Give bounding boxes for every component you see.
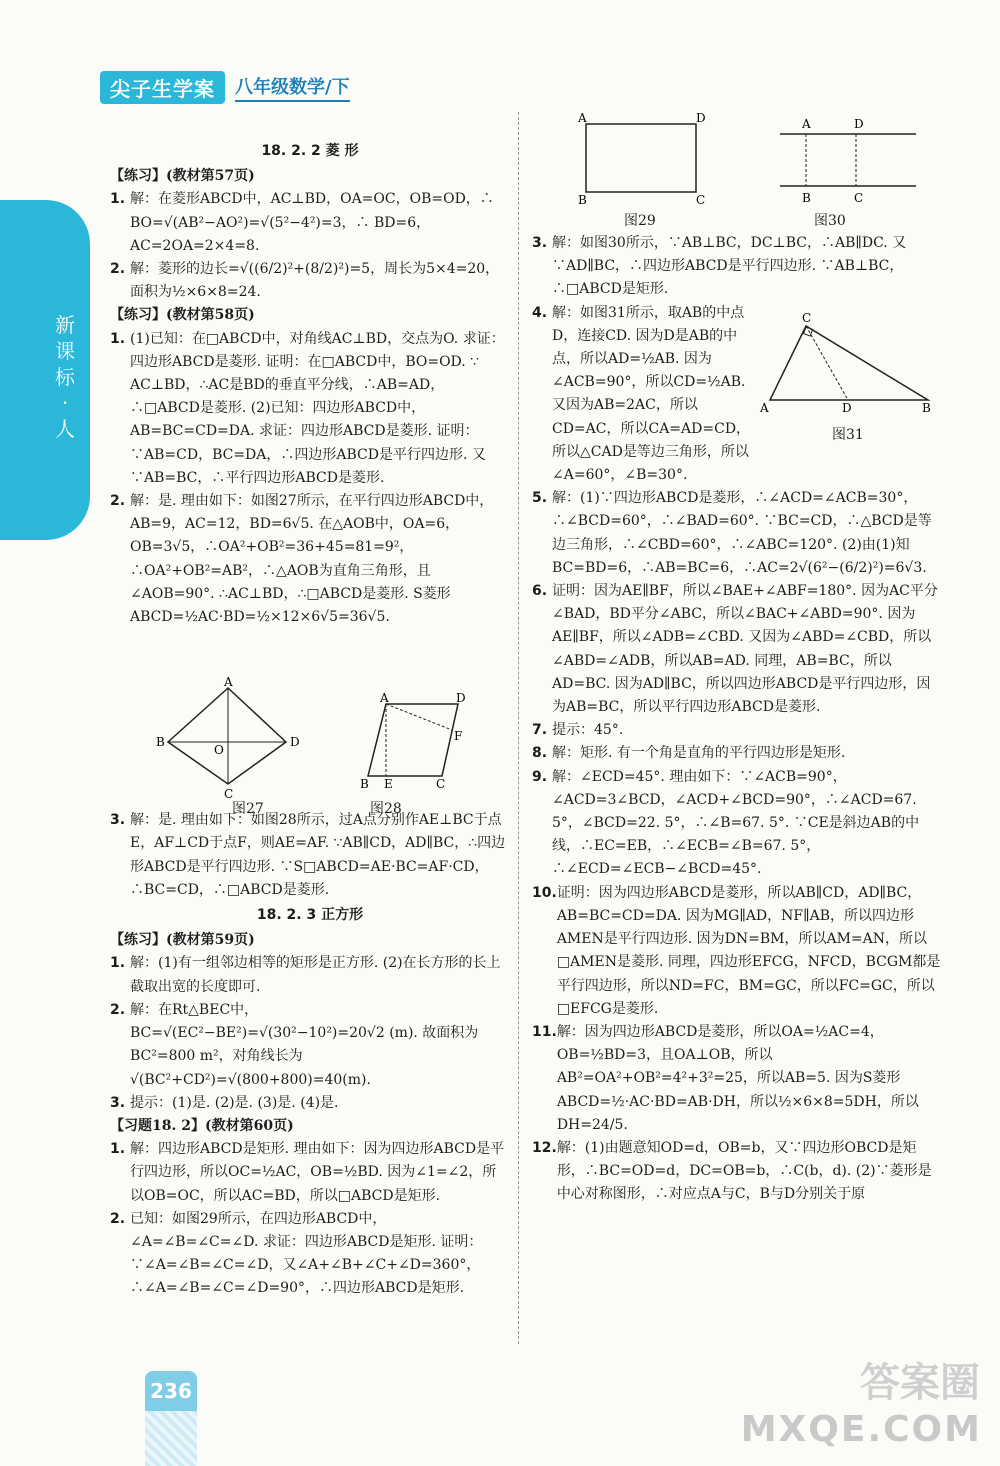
- svg-text:C: C: [802, 311, 812, 325]
- figure-27-rhombus: [150, 675, 310, 801]
- exercise-heading-57: 【练习】(教材第57页): [110, 168, 255, 185]
- svg-text:A: A: [802, 117, 811, 131]
- answer-item: 9. 解：∠ECD=45°. 理由如下：∵∠ACB=90°，∠ACD=3∠BCD，∠ACD+∠BCD=90°，∴∠ACD=67. 5°，∠BCD=22. 5°，∴∠B=67. 5°. ∵CE是斜边AB的中线，∴EC=EB，∴∠ECB=∠B=67. 5°，∴∠ECD=∠ECB−∠BCD=45°.: [532, 768, 920, 878]
- svg-text:D: D: [696, 111, 706, 125]
- figure-30-parallel-lines: [776, 112, 922, 208]
- exercise-heading-60: 【习题18. 2】(教材第60页): [110, 1117, 294, 1134]
- answer-item: 3. 解：是. 理由如下：如图28所示，过A点分别作AE⊥BC于点E，AF⊥CD于点F，则AE=AF. ∵AB∥CD，AD∥BC，∴四边形ABCD是平行四边形. ∵S□ABCD=AE·BC=AF·CD，∴BC=CD，∴□ABCD是菱形.: [110, 812, 506, 898]
- svg-text:B: B: [802, 191, 811, 205]
- section-title-1823: 18. 2. 3 正方形: [256, 907, 364, 924]
- answer-item: 1. 解：(1)有一组邻边相等的矩形是正方形. (2)在长方形的长上截取出宽的长度即可.: [110, 955, 501, 995]
- svg-text:B: B: [578, 193, 587, 207]
- page-header: [100, 72, 350, 102]
- grade-label: 八年级数学/下: [235, 73, 350, 102]
- figure-29-rectangle: [574, 108, 714, 208]
- svg-text:C: C: [224, 787, 234, 801]
- svg-text:D: D: [854, 117, 864, 131]
- figure-27-caption: 图27: [232, 801, 264, 817]
- side-tab-label: 新课标·人: [55, 313, 75, 441]
- answer-item: 12. 解：(1)由题意知OD=d，OB=b，又∵四边形OBCD是矩形，∴BC=OD=d，DC=OB=b，∴C(b，d). (2)∵菱形是中心对称图形，∴对应点A与C，B与D分别关于原: [532, 1139, 932, 1203]
- answer-item: 1. 解：四边形ABCD是矩形. 理由如下：因为四边形ABCD是平行四边形，所以OC=½AC，OB=½BD. 因为∠1=∠2，所以OB=OC，所以AC=BD，所以□ABCD是矩形.: [110, 1141, 505, 1204]
- svg-text:O: O: [214, 743, 224, 757]
- page-number-decoration: [145, 1411, 197, 1466]
- svg-text:B: B: [360, 777, 369, 791]
- section-title-1822: 18. 2. 2 菱 形: [261, 143, 359, 159]
- svg-text:B: B: [922, 401, 931, 415]
- svg-text:A: A: [578, 111, 587, 125]
- exercise-heading-58: 【练习】(教材第58页): [110, 307, 255, 324]
- brand-label: 尖子生学案: [100, 71, 225, 104]
- svg-text:E: E: [384, 777, 393, 791]
- figure-31-caption: 图31: [832, 427, 864, 443]
- exercise-heading-59: 【练习】(教材第59页): [110, 932, 255, 949]
- answer-item: 7. 提示：45°.: [532, 722, 624, 739]
- svg-text:B: B: [156, 735, 165, 749]
- svg-text:C: C: [696, 193, 706, 207]
- column-divider: [518, 112, 519, 1344]
- answer-item: 1. 解：在菱形ABCD中，AC⊥BD，OA=OC，OB=OD，∴ BO=√(AB²−AO²)=√(5²−4²)=3，∴ BD=6，AC=2OA=2×4=8.: [110, 191, 494, 254]
- figure-29-caption: 图29: [624, 213, 656, 229]
- figure-28-caption: 图28: [370, 801, 402, 817]
- svg-text:C: C: [854, 191, 864, 205]
- right-column: [532, 232, 942, 1207]
- watermark-logo: 答案圈: [860, 1360, 980, 1406]
- answer-item: 10. 证明：因为四边形ABCD是菱形，所以AB∥CD，AD∥BC，AB=BC=CD=DA. 因为MG∥AD，NF∥AB，所以四边形AMEN是平行四边形. 因为DN=BM，所以AM=AN，所以□AMEN是菱形. 同理，四边形EFCG，NFCD，BCGM都是平行四边形，所以ND=FC，BM=GC，所以FC=GC，所以□EFCG是菱形.: [532, 884, 941, 1017]
- answer-item: 3. 解：如图30所示，∵AB⊥BC，DC⊥BC，∴AB∥DC. 又∵AD∥BC，∴四边形ABCD是平行四边形. ∵AB⊥BC，∴□ABCD是矩形.: [532, 235, 907, 298]
- answer-item: 4. 解：如图31所示，取AB的中点D，连接CD. 因为D是AB的中点，所以AD=½AB. 因为∠ACB=90°，所以CD=½AB. 又因为AB=2AC，所以CD=AC，所以CA=AD=CD，所以△CAD是等边三角形，所以∠A=60°，∠B=30°.: [532, 304, 751, 484]
- answer-item: 8. 解：矩形. 有一个角是直角的平行四边形是矩形.: [532, 745, 846, 762]
- answer-item: 11. 解：因为四边形ABCD是菱形，所以OA=½AC=4，OB=½BD=3，且OA⊥OB，所以AB²=OA²+OB²=4²+3²=25，所以AB=5. 因为S菱形ABCD=½·AC·BD=AB·DH，所以½×6×8=5DH，所以DH=24/5.: [532, 1023, 919, 1133]
- svg-text:A: A: [224, 675, 233, 689]
- figure-30-caption: 图30: [814, 213, 846, 229]
- answer-item: 3. 提示：(1)是. (2)是. (3)是. (4)是.: [110, 1094, 339, 1111]
- answer-item: 2. 解：是. 理由如下：如图27所示，在平行四边形ABCD中，AB=9，AC=12，BD=6√5. 在△AOB中，OA=6，OB=3√5，∴OA²+OB²=36+45=81=9²，∴OA²+OB²=AB²，∴△AOB为直角三角形，且∠AOB=90°. ∴AC⊥BD，∴□ABCD是菱形. S菱形ABCD=½AC·BD=½×12×6√5=36√5.: [110, 493, 494, 626]
- answer-item: 2. 解：菱形的边长=√((6/2)²+(8/2)²)=5，周长为5×4=20，面积为½×6×8=24.: [110, 261, 500, 301]
- svg-text:A: A: [380, 691, 389, 705]
- answer-item: 1. (1)已知：在□ABCD中，对角线AC⊥BD，交点为O. 求证：四边形ABCD是菱形. 证明：在□ABCD中，BO=OD. ∵ AC⊥BD，∴AC是BD的垂直平分线，∴AB=AD，∴□ABCD是菱形. (2)已知：四边形ABCD中，AB=BC=CD=DA. 求证：四边形ABCD是菱形. 证明：∵AB=CD，BC=DA，∴四边形ABCD是平行四边形. 又∵AB=BC，∴平行四边形ABCD是菱形.: [110, 330, 505, 486]
- page-number: 236: [145, 1371, 197, 1411]
- svg-text:A: A: [760, 401, 769, 415]
- answer-item: 2. 解：在Rt△BEC中，BC=√(EC²−BE²)=√(30²−10²)=20√2 (m). 故面积为BC²=800 m²，对角线长为√(BC²+CD²)=√(800+800)=40(m).: [110, 1001, 479, 1088]
- svg-text:D: D: [842, 401, 852, 415]
- svg-text:F: F: [454, 729, 463, 743]
- answer-item: 6. 证明：因为AE∥BF，所以∠BAE+∠ABF=180°. 因为AC平分∠BAD，BD平分∠ABC，所以∠BAC+∠ABD=90°. 因为AE∥BF，所以∠ADB=∠CBD. 又因为∠ABD=∠CBD，所以∠ABD=∠ADB，所以AB=AD. 同理，AB=BC，所以AD=BC. 因为AD∥BC，所以四边形ABCD是平行四边形，因为AB=BC，所以平行四边形ABCD是菱形.: [532, 583, 938, 716]
- answer-item: 5. 解：(1)∵四边形ABCD是菱形，∴∠ACD=∠ACB=30°，∴∠BCD=60°，∴∠BAD=60°. ∵BC=CD，∴△BCD是等边三角形，∴∠CBD=60°，∴∠ABC=120°. (2)由(1)知BC=BD=6，∴AB=BC=6，∴AC=2√(6²−(6/2)²)=6√3.: [532, 490, 932, 576]
- svg-text:D: D: [456, 691, 466, 705]
- answer-item: 2. 已知：如图29所示，在四边形ABCD中，∠A=∠B=∠C=∠D. 求证：四边形ABCD是矩形. 证明：∵∠A=∠B=∠C=∠D，又∠A+∠B+∠C+∠D=360°，∴∠A=∠B=∠C=∠D=90°，∴四边形ABCD是矩形.: [110, 1210, 483, 1297]
- figure-28-parallelogram: [356, 690, 476, 790]
- side-tab: [0, 200, 90, 540]
- watermark-url: MXQE.COM: [740, 1409, 982, 1450]
- svg-text:D: D: [290, 735, 300, 749]
- svg-text:C: C: [436, 777, 446, 791]
